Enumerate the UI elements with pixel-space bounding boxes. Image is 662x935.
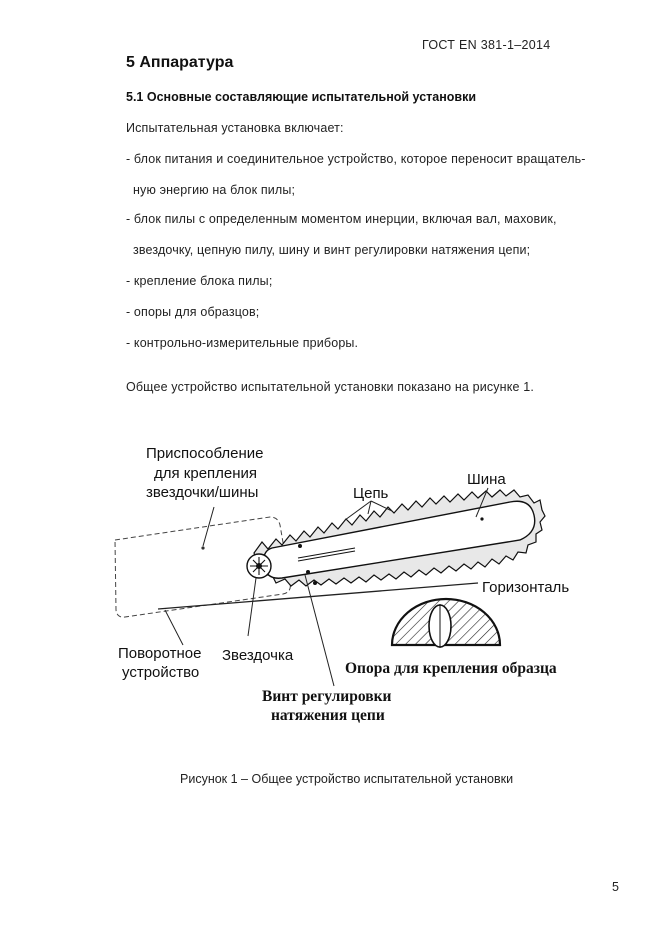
- label-bar: Шина: [467, 471, 506, 488]
- standard-number: ГОСТ EN 381-1–2014: [422, 38, 551, 52]
- fixture-dot: [201, 546, 204, 549]
- label-pivot: Поворотное: [118, 645, 202, 662]
- label-fixture: для крепления: [154, 465, 258, 482]
- list-item-continuation: ную энергию на блок пилы;: [133, 183, 296, 197]
- section-title: 5 Аппаратура: [126, 54, 234, 71]
- intro-text: Испытательная установка включает:: [126, 121, 344, 135]
- figure-reference: Общее устройство испытательной установки показано на рисунке 1.: [126, 380, 534, 394]
- list-item: - блок пилы с определенным моментом инерции, включая вал, маховик,: [126, 212, 557, 226]
- list-item: - крепление блока пилы;: [126, 274, 273, 288]
- list-item-continuation: звездочку, цепную пилу, шину и винт регулировки натяжения цепи;: [133, 243, 531, 257]
- label-support: Опора для крепления образца: [345, 660, 557, 677]
- label-pivot: устройство: [122, 664, 200, 681]
- label-screw: Винт регулировки: [262, 688, 392, 705]
- test-rig-figure: [0, 430, 662, 740]
- label-screw: натяжения цепи: [271, 707, 385, 724]
- bar-rivet: [480, 517, 483, 520]
- list-item: - блок питания и соединительное устройство, которое переносит вращатель-: [126, 152, 586, 166]
- subsection-title: 5.1 Основные составляющие испытательной установки: [126, 90, 477, 104]
- label-fixture: Приспособление: [146, 445, 264, 462]
- label-horizontal: Горизонталь: [482, 579, 570, 596]
- page-number: 5: [612, 880, 619, 894]
- label-sprocket: Звездочка: [222, 647, 294, 664]
- list-item: - опоры для образцов;: [126, 305, 260, 319]
- list-item: - контрольно-измерительные приборы.: [126, 336, 359, 350]
- label-chain: Цепь: [353, 485, 389, 502]
- figure-caption: Рисунок 1 – Общее устройство испытательной установки: [180, 772, 514, 786]
- label-fixture: звездочки/шины: [146, 484, 259, 501]
